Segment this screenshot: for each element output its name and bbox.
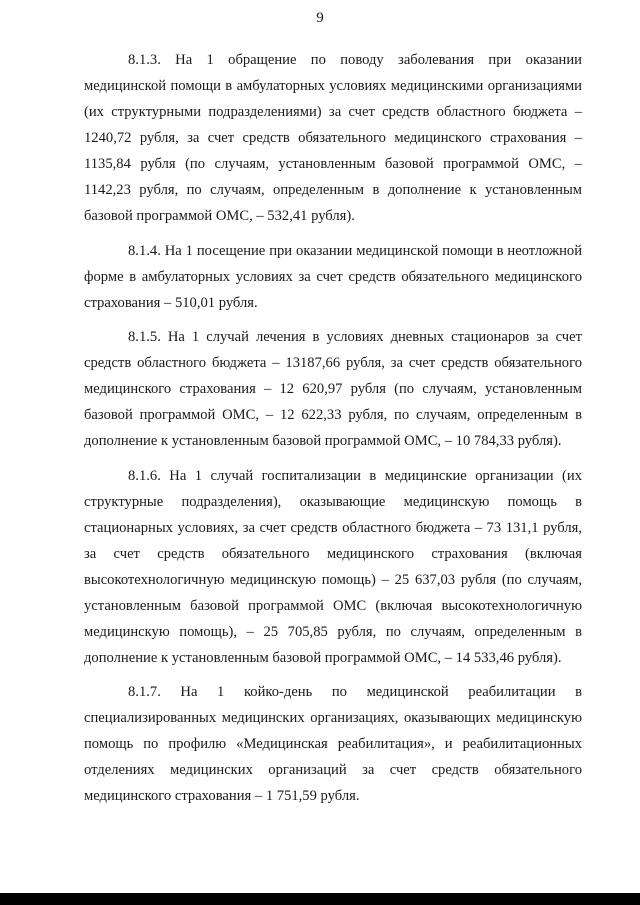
document-body (84, 47, 582, 818)
scan-bottom-edge (0, 893, 640, 905)
paragraph-8-1-6: 8.1.6. На 1 случай госпитализации в медицинские организации (их структурные подразделения), оказывающие медицинскую помощь в стационарных условиях, за счет средств областного бюджета – 73 131,1 рубля, за счет средств обязательного медицинского страхования (включая высокотехнологичную медицинскую помощь) – 25 637,03 рубля (по случаям, установленным базовой программой ОМС (включая высокотехнологичную медицинскую помощь), – 25 705,85 рубля, по случаям, определенным в дополнение к установленным базовой программой ОМС, – 14 533,46 рубля). (84, 467, 582, 666)
page-number: 9 (316, 10, 324, 26)
paragraph-8-1-5: 8.1.5. На 1 случай лечения в условиях дневных стационаров за счет средств областного бюджета – 13187,66 рубля, за счет средств обязательного медицинского страхования – 12 620,97 рубля (по случаям, установленным базовой программой ОМС, – 12 622,33 рубля, по случаям, определенным в дополнение к установленным базовой программой ОМС, – 10 784,33 рубля). (84, 329, 582, 449)
paragraph-8-1-4: 8.1.4. На 1 посещение при оказании медицинской помощи в неотложной форме в амбулаторных условиях за счет средств обязательного медицинского страхования – 510,01 рубля. (84, 242, 582, 311)
paragraph-8-1-7: 8.1.7. На 1 койко-день по медицинской реабилитации в специализированных медицинских организациях, оказывающих медицинскую помощь по профилю «Медицинская реабилитация», и реабилитационных отделениях медицинских организаций за счет средств обязательного медицинского страхования – 1 751,59 рубля. (84, 684, 582, 804)
paragraph-8-1-3: 8.1.3. На 1 обращение по поводу заболевания при оказании медицинской помощи в амбулаторных условиях медицинскими организациями (их структурными подразделениями) за счет средств областного бюджета – 1240,72 рубля, за счет средств обязательного медицинского страхования – 1135,84 рубля (по случаям, установленным базовой программой ОМС, – 1142,23 рубля, по случаям, определенным в дополнение к установленным базовой программой ОМС, – 532,41 рубля). (84, 52, 582, 224)
